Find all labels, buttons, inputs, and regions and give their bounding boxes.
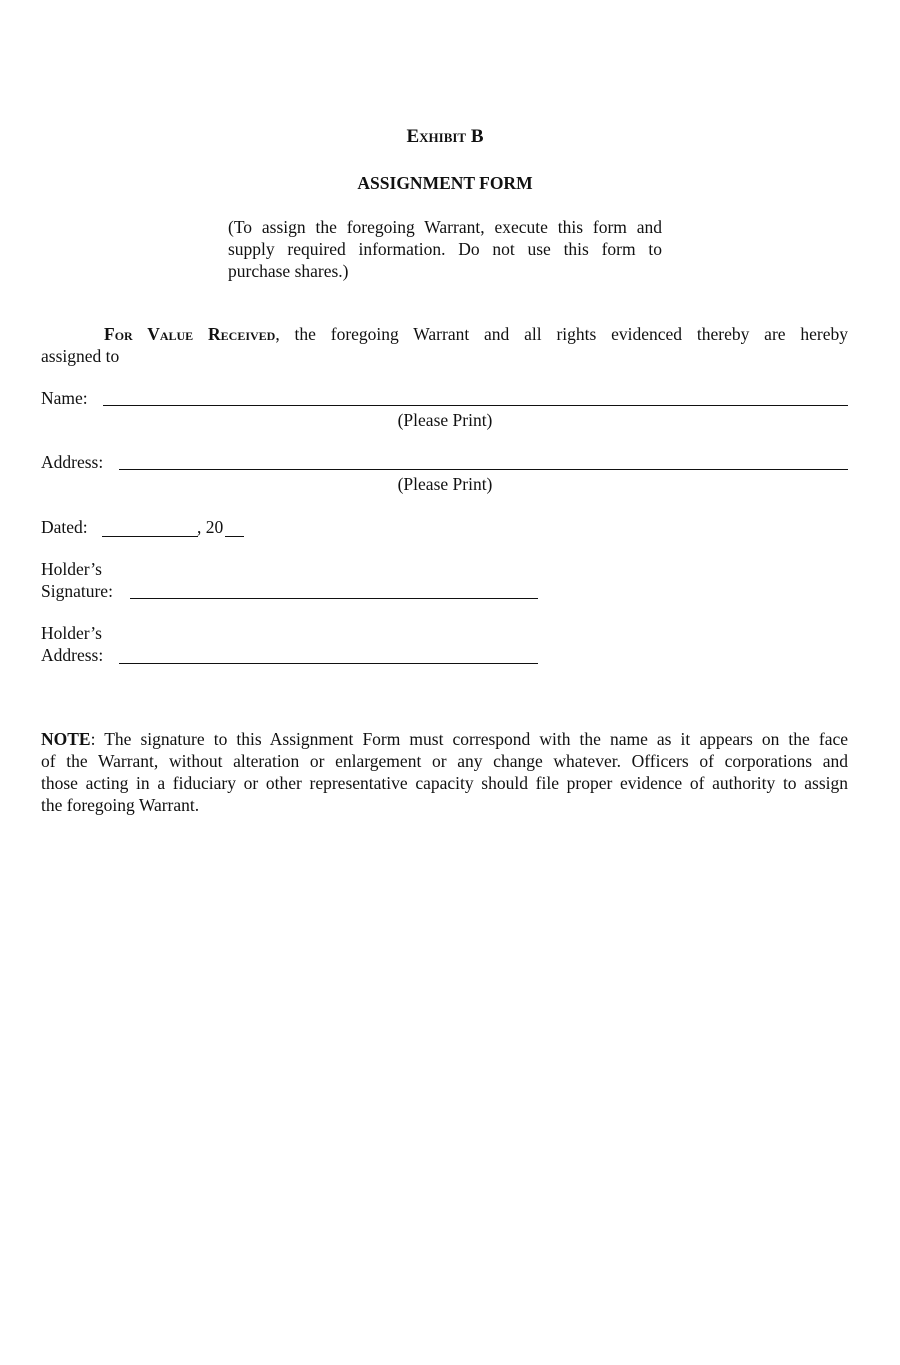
form-title: ASSIGNMENT FORM <box>357 173 533 193</box>
assignment-paragraph-line: assigned to <box>41 346 120 366</box>
address-hint: (Please Print) <box>397 474 493 494</box>
address-field[interactable] <box>119 469 848 470</box>
exhibit-title: Exhibit B <box>406 126 484 147</box>
holder-address-label: Holder’s <box>41 623 102 643</box>
holder-signature-label: Signature: <box>41 581 113 601</box>
instructions-line: purchase shares.) <box>228 261 349 281</box>
dated-label: Dated: <box>41 517 88 537</box>
dated-year-prefix: , 20 <box>197 517 224 537</box>
note-heading: NOTE <box>41 729 91 749</box>
instructions-line: (To assign the foregoing Warrant, execute this form and <box>228 217 662 237</box>
assignment-paragraph <box>41 323 848 367</box>
assignment-paragraph-line <box>41 323 848 345</box>
instructions <box>228 216 662 282</box>
dated-year-field[interactable] <box>225 536 244 537</box>
note-text: : The signature to this Assignment Form must correspond with the name as it appears on the face <box>90 729 848 749</box>
name-hint: (Please Print) <box>397 410 493 430</box>
holder-signature-label: Holder’s <box>41 559 102 579</box>
address-label: Address: <box>41 452 104 472</box>
instructions-line: supply required information. Do not use this form to <box>228 239 662 259</box>
note <box>41 728 848 816</box>
holder-address-label: Address: <box>41 645 104 665</box>
note-line: those acting in a fiduciary or other representative capacity should file proper evidence of authority to assign <box>41 773 848 793</box>
for-value-received: For Value Received <box>104 324 276 344</box>
assignment-paragraph-text: , the foregoing Warrant and all rights evidenced thereby are hereby <box>275 324 848 344</box>
note-line: the foregoing Warrant. <box>41 795 200 815</box>
note-line <box>41 728 848 750</box>
note-line: of the Warrant, without alteration or enlargement or any change whatever. Officers of corporations and <box>41 751 848 771</box>
name-field[interactable] <box>103 405 848 406</box>
name-label: Name: <box>41 388 88 408</box>
holder-signature-field[interactable] <box>130 598 538 599</box>
dated-field[interactable] <box>102 536 198 537</box>
holder-address-field[interactable] <box>119 663 538 664</box>
